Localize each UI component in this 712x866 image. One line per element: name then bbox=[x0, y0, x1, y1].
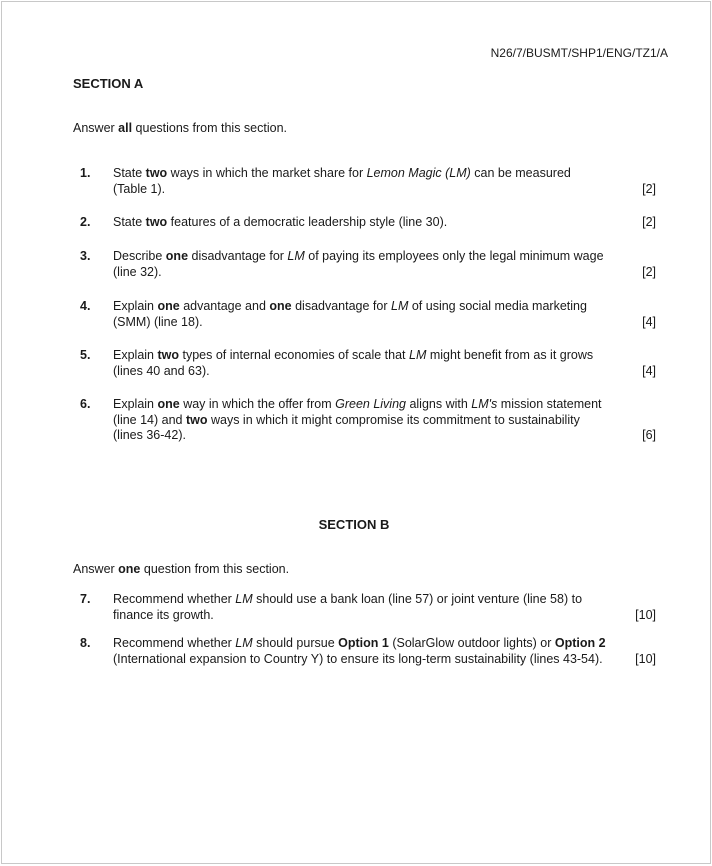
question-5 bbox=[80, 348, 656, 379]
question-text: Explain one way in which the offer from Green Living aligns with LM's mission statement (line 14) and two ways in which it might compromise its commitment to sustainability (lines 36-42). bbox=[113, 397, 602, 442]
question-text: State two features of a democratic leadership style (line 30). bbox=[113, 215, 448, 229]
section-a-instruction: Answer all questions from this section. bbox=[73, 121, 287, 135]
question-marks: [6] bbox=[642, 428, 656, 442]
question-number: 1. bbox=[80, 166, 91, 180]
question-text: Explain one advantage and one disadvantage for LM of using social media marketing (SMM) (line 18). bbox=[113, 299, 587, 329]
question-marks: [4] bbox=[642, 363, 656, 378]
question-marks: [2] bbox=[642, 215, 656, 229]
question-number: 7. bbox=[80, 592, 91, 606]
question-text: State two ways in which the market share for Lemon Magic (LM) can be measured (Table 1). bbox=[113, 166, 571, 196]
question-number: 3. bbox=[80, 249, 91, 263]
question-marks: [10] bbox=[635, 651, 656, 666]
question-marks: [10] bbox=[635, 607, 656, 622]
question-3 bbox=[80, 249, 656, 280]
section-a-title: SECTION A bbox=[73, 76, 144, 91]
question-4 bbox=[80, 299, 656, 330]
question-number: 8. bbox=[80, 636, 91, 650]
question-text: Describe one disadvantage for LM of paying its employees only the legal minimum wage (line 32). bbox=[113, 249, 604, 279]
question-7 bbox=[80, 592, 656, 623]
question-number: 6. bbox=[80, 397, 91, 411]
paper-code: N26/7/BUSMT/SHP1/ENG/TZ1/A bbox=[490, 46, 668, 60]
question-6 bbox=[80, 397, 656, 444]
question-2 bbox=[80, 215, 656, 231]
question-text: Recommend whether LM should use a bank loan (line 57) or joint venture (line 58) to finance its growth. bbox=[113, 592, 583, 622]
question-text: Explain two types of internal economies of scale that LM might benefit from as it grows (lines 40 and 63). bbox=[113, 348, 594, 378]
question-text: Recommend whether LM should pursue Option 1 (SolarGlow outdoor lights) or Option 2 (International expansion to Country Y) to ensure its long-term sustainability (lines 43-54). bbox=[113, 636, 606, 666]
exam-page bbox=[1, 1, 711, 864]
question-marks: [2] bbox=[642, 264, 656, 279]
question-8 bbox=[80, 636, 656, 667]
question-marks: [2] bbox=[642, 181, 656, 196]
section-b-instruction: Answer one question from this section. bbox=[73, 562, 290, 576]
section-b-title: SECTION B bbox=[318, 517, 390, 532]
question-number: 5. bbox=[80, 348, 91, 362]
question-number: 2. bbox=[80, 215, 91, 229]
question-marks: [4] bbox=[642, 314, 656, 329]
question-number: 4. bbox=[80, 299, 91, 313]
question-1 bbox=[80, 166, 656, 197]
